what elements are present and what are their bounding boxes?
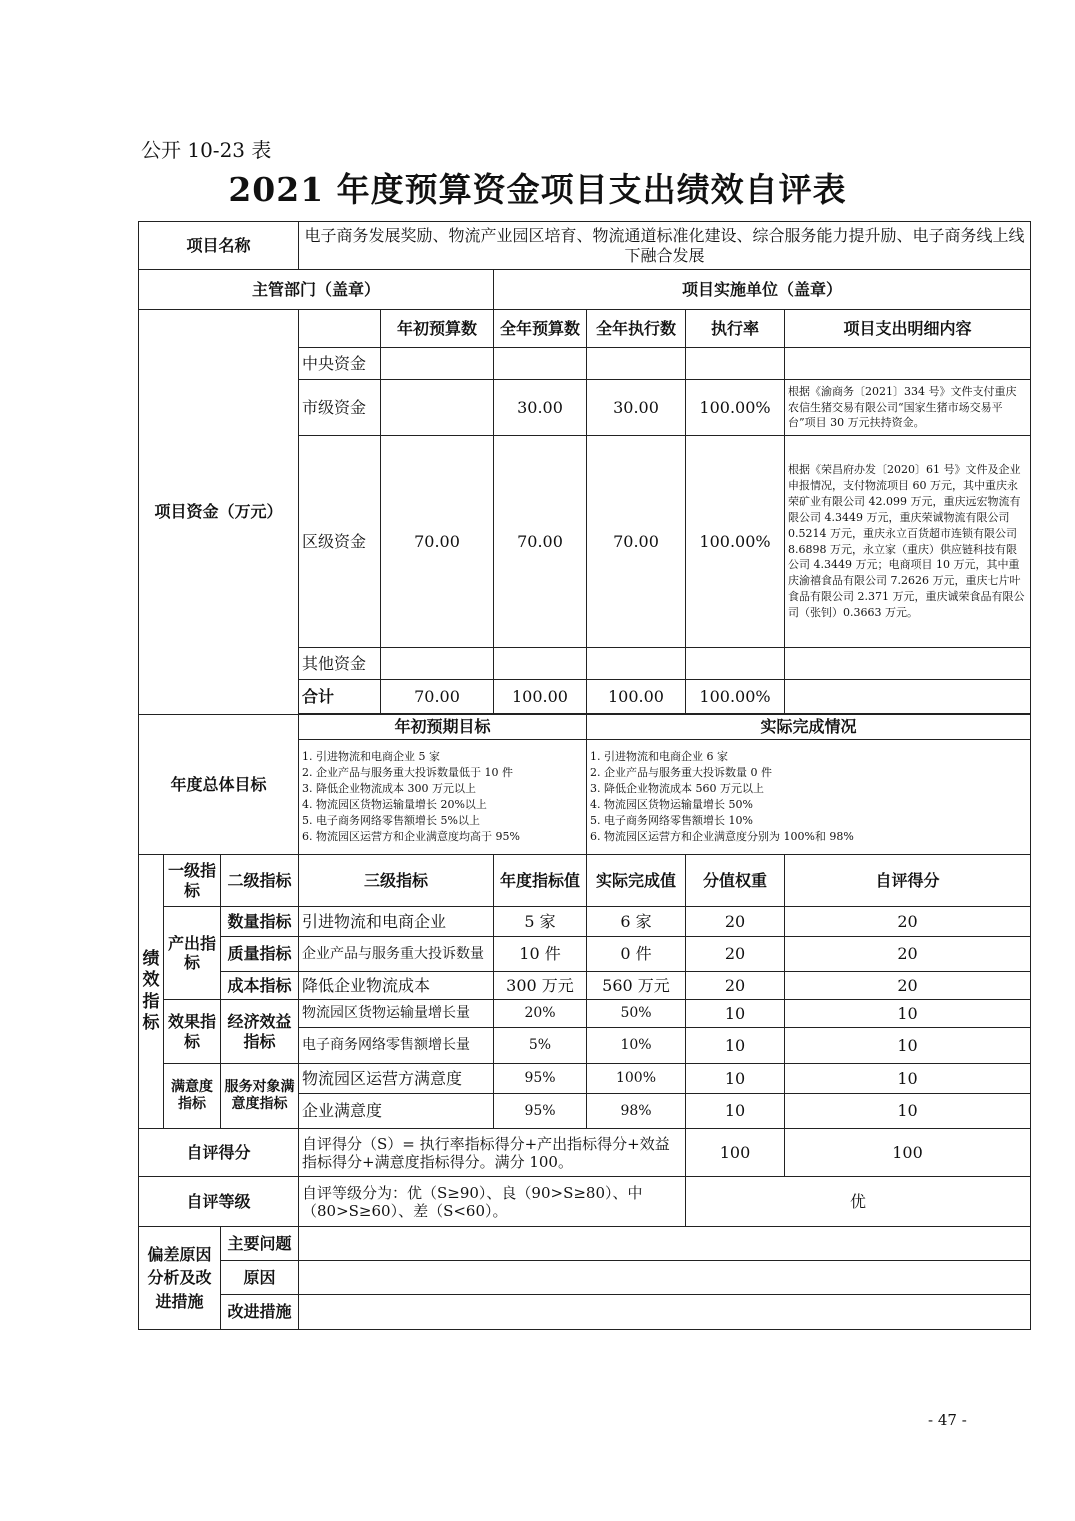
fund-name: 市级资金 xyxy=(299,380,381,436)
fund-annual xyxy=(494,648,587,680)
expected-goal-header: 年初预期目标 xyxy=(299,715,587,740)
deviation-label: 偏差原因分析及改进措施 xyxy=(139,1227,221,1330)
score-value: 10 xyxy=(785,1000,1031,1028)
col-level2: 二级指标 xyxy=(221,855,299,907)
expected-goal-item: 1. 引进物流和电商企业 5 家 xyxy=(302,750,440,764)
fund-detail: 根据《渝商务〔2021〕334 号》文件支付重庆农信生猪交易有限公司“国家生猪市场交易平台”项目 30 万元扶持资金。 xyxy=(785,380,1031,436)
col-self-score: 自评得分 xyxy=(785,855,1031,907)
weight-value: 10 xyxy=(686,1064,785,1094)
deviation-measures: 改进措施 xyxy=(221,1295,299,1330)
actual-result-item: 1. 引进物流和电商企业 6 家 xyxy=(590,750,728,764)
self-score-row xyxy=(139,1129,1031,1177)
level2-service-satisfaction: 服务对象满意度指标 xyxy=(221,1064,299,1129)
self-grade-value: 优 xyxy=(686,1177,1031,1227)
fund-annual xyxy=(494,348,587,380)
level2-quality: 质量指标 xyxy=(221,937,299,972)
performance-indicator-label: 绩效指标 xyxy=(139,855,164,1129)
target-value: 5% xyxy=(494,1028,587,1064)
self-grade-label: 自评等级 xyxy=(139,1177,299,1227)
score-value: 20 xyxy=(785,972,1031,1000)
expected-goal-list xyxy=(299,740,587,855)
self-score-formula: 自评得分（S）= 执行率指标得分+产出指标得分+效益指标得分+满意度指标得分。满分 100。 xyxy=(299,1129,686,1177)
weight-value: 10 xyxy=(686,1028,785,1064)
indicator-row xyxy=(139,1064,1031,1094)
actual-result-header: 实际完成情况 xyxy=(587,715,1031,740)
actual-result-item: 6. 物流园区运营方和企业满意度分别为 100%和 98% xyxy=(590,829,854,843)
fund-detail xyxy=(785,648,1031,680)
col-expense-detail: 项目支出明细内容 xyxy=(785,310,1031,348)
fund-rate: 100.00% xyxy=(686,680,785,714)
funds-header-blank xyxy=(299,310,381,348)
target-value: 5 家 xyxy=(494,907,587,937)
actual-result-item: 2. 企业产品与服务重大投诉数量 0 件 xyxy=(590,766,772,780)
fund-executed: 70.00 xyxy=(587,436,686,648)
actual-result-list xyxy=(587,740,1031,855)
fund-annual: 70.00 xyxy=(494,436,587,648)
score-value: 20 xyxy=(785,907,1031,937)
col-level1: 一级指标 xyxy=(164,855,221,907)
indicator-row xyxy=(139,937,1031,972)
col-actual-value: 实际完成值 xyxy=(587,855,686,907)
deviation-main-issue: 主要问题 xyxy=(221,1227,299,1261)
col-level3: 三级指标 xyxy=(299,855,494,907)
col-annual-budget: 全年预算数 xyxy=(494,310,587,348)
form-number: 公开 10-23 表 xyxy=(141,138,272,162)
actual-result-item: 5. 电子商务网络零售额增长 10% xyxy=(590,813,753,827)
project-name-row xyxy=(139,222,1031,270)
expected-goal-item: 6. 物流园区运营方和企业满意度均高于 95% xyxy=(302,829,520,843)
self-score-weight: 100 xyxy=(686,1129,785,1177)
self-score-value: 100 xyxy=(785,1129,1031,1177)
level3-name: 降低企业物流成本 xyxy=(299,972,494,1000)
level1-effect: 效果指标 xyxy=(164,1000,221,1064)
target-value: 10 件 xyxy=(494,937,587,972)
indicator-row xyxy=(139,1000,1031,1028)
actual-value: 50% xyxy=(587,1000,686,1028)
fund-executed: 30.00 xyxy=(587,380,686,436)
level2-economic-benefit: 经济效益指标 xyxy=(221,1000,299,1064)
weight-value: 20 xyxy=(686,907,785,937)
self-grade-rule: 自评等级分为：优（S≥90）、良（90>S≥80）、中（80>S≥60）、差（S<60）。 xyxy=(299,1177,686,1227)
fund-rate xyxy=(686,648,785,680)
fund-rate: 100.00% xyxy=(686,436,785,648)
fund-initial: 70.00 xyxy=(381,680,494,714)
fund-rate: 100.00% xyxy=(686,380,785,436)
deviation-reason: 原因 xyxy=(221,1261,299,1295)
indicator-row xyxy=(139,907,1031,937)
fund-rate xyxy=(686,348,785,380)
goals-header-row xyxy=(139,715,1031,740)
deviation-row xyxy=(139,1227,1031,1261)
actual-result-item: 4. 物流园区货物运输量增长 50% xyxy=(590,798,753,811)
fund-initial xyxy=(381,348,494,380)
col-initial-budget: 年初预算数 xyxy=(381,310,494,348)
expected-goal-item: 4. 物流园区货物运输量增长 20%以上 xyxy=(302,798,487,811)
col-weight: 分值权重 xyxy=(686,855,785,907)
weight-value: 20 xyxy=(686,972,785,1000)
level3-name: 电子商务网络零售额增长量 xyxy=(299,1028,494,1064)
target-value: 95% xyxy=(494,1094,587,1129)
funds-header-row xyxy=(139,310,1031,348)
deviation-reason-value xyxy=(299,1261,1031,1295)
level3-name: 物流园区运营方满意度 xyxy=(299,1064,494,1094)
target-value: 300 万元 xyxy=(494,972,587,1000)
fund-executed: 100.00 xyxy=(587,680,686,714)
fund-detail xyxy=(785,680,1031,714)
fund-name: 其他资金 xyxy=(299,648,381,680)
department-row xyxy=(139,270,1031,310)
actual-value: 10% xyxy=(587,1028,686,1064)
actual-value: 6 家 xyxy=(587,907,686,937)
expected-goal-item: 3. 降低企业物流成本 300 万元以上 xyxy=(302,782,476,796)
score-value: 10 xyxy=(785,1094,1031,1129)
col-target-value: 年度指标值 xyxy=(494,855,587,907)
deviation-row xyxy=(139,1295,1031,1330)
fund-executed xyxy=(587,648,686,680)
expected-goal-item: 5. 电子商务网络零售额增长 5%以上 xyxy=(302,813,480,827)
fund-name: 中央资金 xyxy=(299,348,381,380)
col-execution-rate: 执行率 xyxy=(686,310,785,348)
funds-label: 项目资金（万元） xyxy=(139,310,299,715)
project-name-value: 电子商务发展奖励、物流产业园区培育、物流通道标准化建设、综合服务能力提升励、电子商务线上线下融合发展 xyxy=(299,222,1031,270)
deviation-measures-value xyxy=(299,1295,1031,1330)
implementing-unit-label: 项目实施单位（盖章） xyxy=(494,270,1031,310)
fund-detail: 根据《荣昌府办发〔2020〕61 号》文件及企业申报情况，支付物流项目 60 万元，其中重庆永荣矿业有限公司 42.099 万元，重庆远宏物流有限公司 4.3449 万元，重庆荣诚物流有限公司 0.5214 万元，重庆永立百货超市连锁有限公司 8.6898 万元，永立家（重庆）供应链科技有限公司 4.3449 万元；电商项目 10 万元，其中重庆渝禧食品有限公司 7.2626 万元，重庆七片叶食品有限公司 2.371 万元，重庆诚荣食品有限公司（张钊）0.3663 万元。 xyxy=(785,436,1031,648)
weight-value: 10 xyxy=(686,1000,785,1028)
fund-initial xyxy=(381,380,494,436)
actual-value: 0 件 xyxy=(587,937,686,972)
target-value: 20% xyxy=(494,1000,587,1028)
fund-initial xyxy=(381,648,494,680)
level1-output: 产出指标 xyxy=(164,907,221,1000)
level1-satisfaction: 满意度指标 xyxy=(164,1064,221,1129)
actual-result-item: 3. 降低企业物流成本 560 万元以上 xyxy=(590,782,764,796)
fund-detail xyxy=(785,348,1031,380)
fund-annual: 100.00 xyxy=(494,680,587,714)
col-annual-executed: 全年执行数 xyxy=(587,310,686,348)
actual-value: 560 万元 xyxy=(587,972,686,1000)
page-number: - 47 - xyxy=(928,1411,967,1429)
document-title: 2021 年度预算资金项目支出绩效自评表 xyxy=(228,170,847,209)
score-value: 10 xyxy=(785,1028,1031,1064)
department-label: 主管部门（盖章） xyxy=(139,270,494,310)
level3-name: 企业产品与服务重大投诉数量 xyxy=(299,937,494,972)
actual-value: 98% xyxy=(587,1094,686,1129)
level3-name: 物流园区货物运输量增长量 xyxy=(299,1000,494,1028)
target-value: 95% xyxy=(494,1064,587,1094)
fund-executed xyxy=(587,348,686,380)
evaluation-table xyxy=(138,221,1031,1330)
expected-goal-item: 2. 企业产品与服务重大投诉数量低于 10 件 xyxy=(302,766,513,780)
actual-value: 100% xyxy=(587,1064,686,1094)
weight-value: 10 xyxy=(686,1094,785,1129)
annual-goal-label: 年度总体目标 xyxy=(139,715,299,855)
fund-annual: 30.00 xyxy=(494,380,587,436)
weight-value: 20 xyxy=(686,937,785,972)
fund-name: 合计 xyxy=(299,680,381,714)
score-value: 10 xyxy=(785,1064,1031,1094)
self-score-label: 自评得分 xyxy=(139,1129,299,1177)
score-value: 20 xyxy=(785,937,1031,972)
indicator-header-row xyxy=(139,855,1031,907)
level3-name: 引进物流和电商企业 xyxy=(299,907,494,937)
self-grade-row xyxy=(139,1177,1031,1227)
level2-quantity: 数量指标 xyxy=(221,907,299,937)
level3-name: 企业满意度 xyxy=(299,1094,494,1129)
indicator-row xyxy=(139,972,1031,1000)
deviation-row xyxy=(139,1261,1031,1295)
project-name-label: 项目名称 xyxy=(139,222,299,270)
deviation-main-issue-value xyxy=(299,1227,1031,1261)
level2-cost: 成本指标 xyxy=(221,972,299,1000)
fund-initial: 70.00 xyxy=(381,436,494,648)
fund-name: 区级资金 xyxy=(299,436,381,648)
